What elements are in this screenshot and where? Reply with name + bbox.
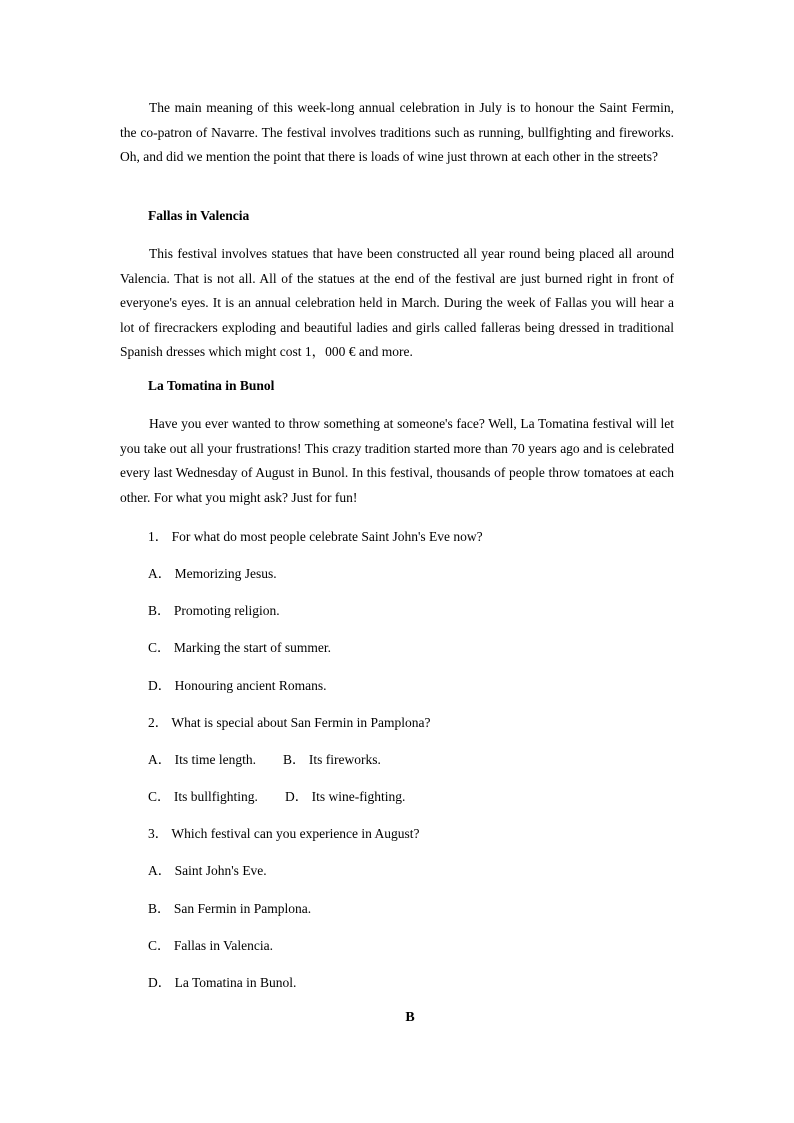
question-2-option-d: D． Its wine-fighting. [285,789,406,804]
question-3-option-c: C． Fallas in Valencia. [148,938,273,953]
question-3-option-a: A． Saint John's Eve. [148,863,267,878]
paragraph-tomatina: Have you ever wanted to throw something at someone's face? Well, La Tomatina festival will let you take out all your frustrations! This crazy tradition started more than 70 years ago and is celebrated every last Wednesday of August in Bunol. In this festival, thousands of people throw tomatoes at each other. For what you might ask? Just for fun! [120,416,674,505]
question-1-option-a: A． Memorizing Jesus. [148,566,277,581]
question-2-option-c: C． Its bullfighting. [148,789,258,804]
question-3-option-b: B． San Fermin in Pamplona. [148,901,312,916]
question-1-option-d: D． Honouring ancient Romans. [148,678,327,693]
heading-fallas: Fallas in Valencia [148,208,250,223]
question-3-option-d: D． La Tomatina in Bunol. [148,975,297,990]
question-1-option-c: C． Marking the start of summer. [148,640,331,655]
question-1-stem: 1． For what do most people celebrate Saint John's Eve now? [148,529,483,544]
paragraph-fallas: This festival involves statues that have been constructed all year round being placed all around Valencia. That is not all. All of the statues at the end of the festival are just burned right in front of everyone's eyes. It is an annual celebration held in March. During the week of Fallas you will hear a lot of firecrackers exploding and beautiful ladies and girls called falleras being dressed in traditional Spanish dresses which might cost 1，000 € and more. [120,246,674,359]
section-label: B [405,1010,415,1025]
question-3-stem: 3． Which festival can you experience in August? [148,826,420,841]
paragraph-san-fermin: The main meaning of this week-long annual celebration in July is to honour the Saint Fermin, the co-patron of Navarre. The festival involves traditions such as running, bullfighting and fireworks. Oh, and did we mention the point that there is loads of wine just thrown at each other in the streets? [120,100,674,164]
question-1-option-b: B． Promoting religion. [148,603,280,618]
question-2-option-a: A． Its time length. [148,752,256,767]
question-2-options-row-1 [148,748,381,768]
heading-tomatina: La Tomatina in Bunol [148,378,275,393]
question-2-options-row-2 [148,785,406,805]
question-2-stem: 2． What is special about San Fermin in Pamplona? [148,715,431,730]
question-2-option-b: B． Its fireworks. [283,752,381,767]
